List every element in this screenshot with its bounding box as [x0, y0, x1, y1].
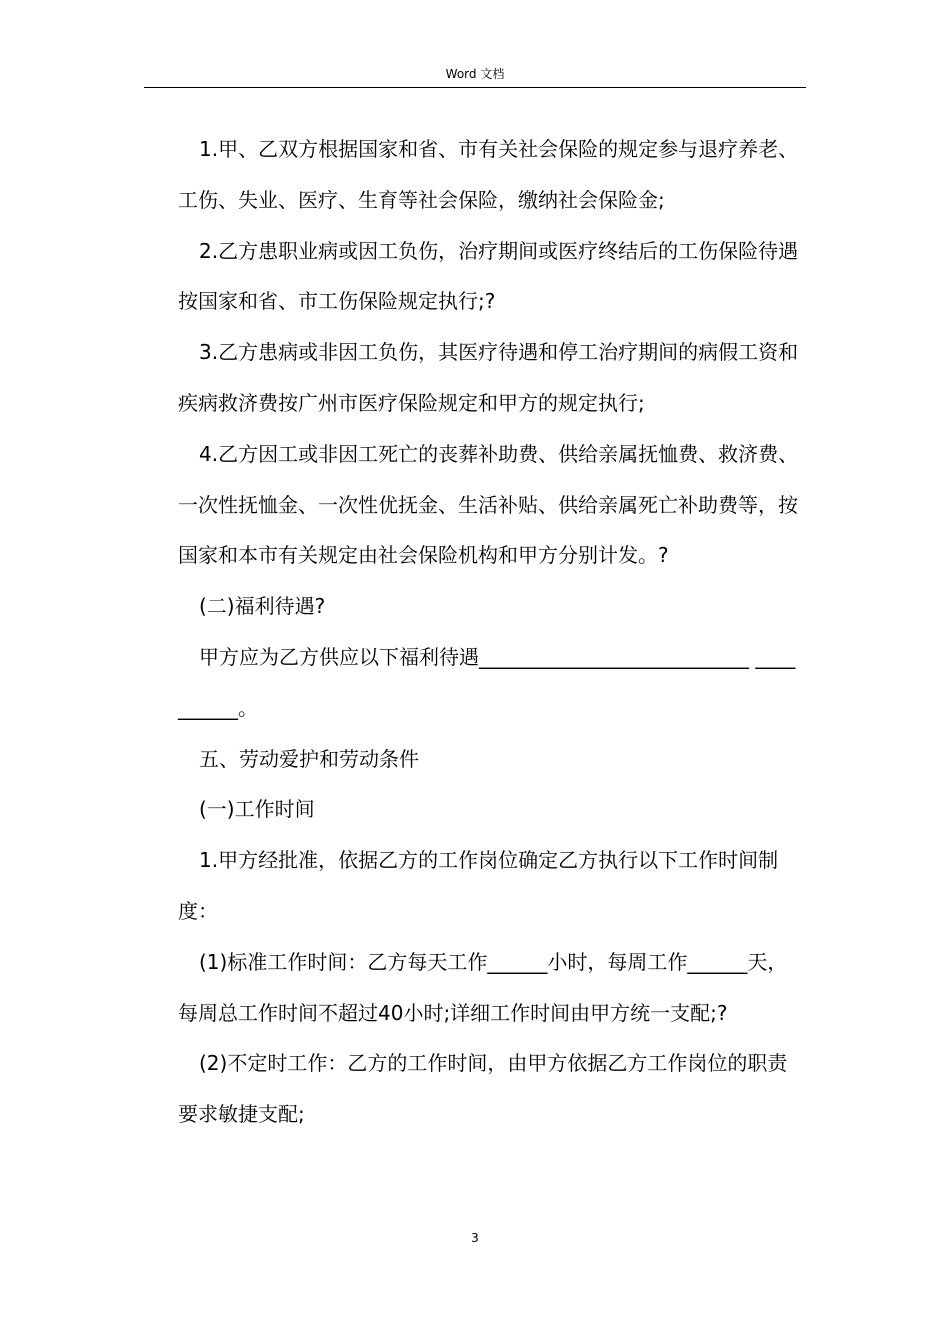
- section-heading-working-hours: (一)工作时间: [199, 797, 315, 822]
- section-heading-labor-protection: 五、劳动爱护和劳动条件: [199, 746, 419, 771]
- paragraph-flexible-hours: (2)不定时工作：乙方的工作时间，由甲方依据乙方工作岗位的职责要求敏捷支配;: [178, 1051, 788, 1127]
- section-heading-welfare: (二)福利待遇?: [199, 594, 326, 619]
- paragraph-welfare-blank: 甲方应为乙方供应以下福利待遇___________________________ __________。: [178, 644, 796, 720]
- paragraph-work-injury: 2.乙方患职业病或因工负伤，治疗期间或医疗终结后的工伤保险待遇按国家和省、市工伤保险规定执行;?: [178, 238, 799, 314]
- header-divider: [144, 87, 806, 88]
- paragraph-working-hours-system: 1.甲方经批准，依据乙方的工作岗位确定乙方执行以下工作时间制度：: [178, 848, 779, 923]
- paragraph-social-insurance: 1.甲、乙双方根据国家和省、市有关社会保险的规定参与退疗养老、工伤、失业、医疗、生育等社会保险，缴纳社会保险金;: [178, 137, 799, 212]
- header-title: Word 文档: [445, 67, 505, 81]
- document-body: [178, 124, 804, 1140]
- paragraph-sick-leave: 3.乙方患病或非因工负伤，其医疗待遇和停工治疗期间的病假工资和疾病救济费按广州市医疗保险规定和甲方的规定执行;: [178, 340, 799, 415]
- paragraph-standard-hours: (1)标准工作时间：乙方每天工作______小时，每周工作______天，每周总工作时间不超过40小时;详细工作时间由甲方统一支配;?: [178, 949, 788, 1025]
- paragraph-death-benefits: 4.乙方因工或非因工死亡的丧葬补助费、供给亲属抚恤费、救济费、一次性抚恤金、一次性优抚金、生活补贴、供给亲属死亡补助费等，按国家和本市有关规定由社会保险机构和甲方分别计发。?: [178, 441, 799, 568]
- page-number: 3: [471, 1231, 479, 1245]
